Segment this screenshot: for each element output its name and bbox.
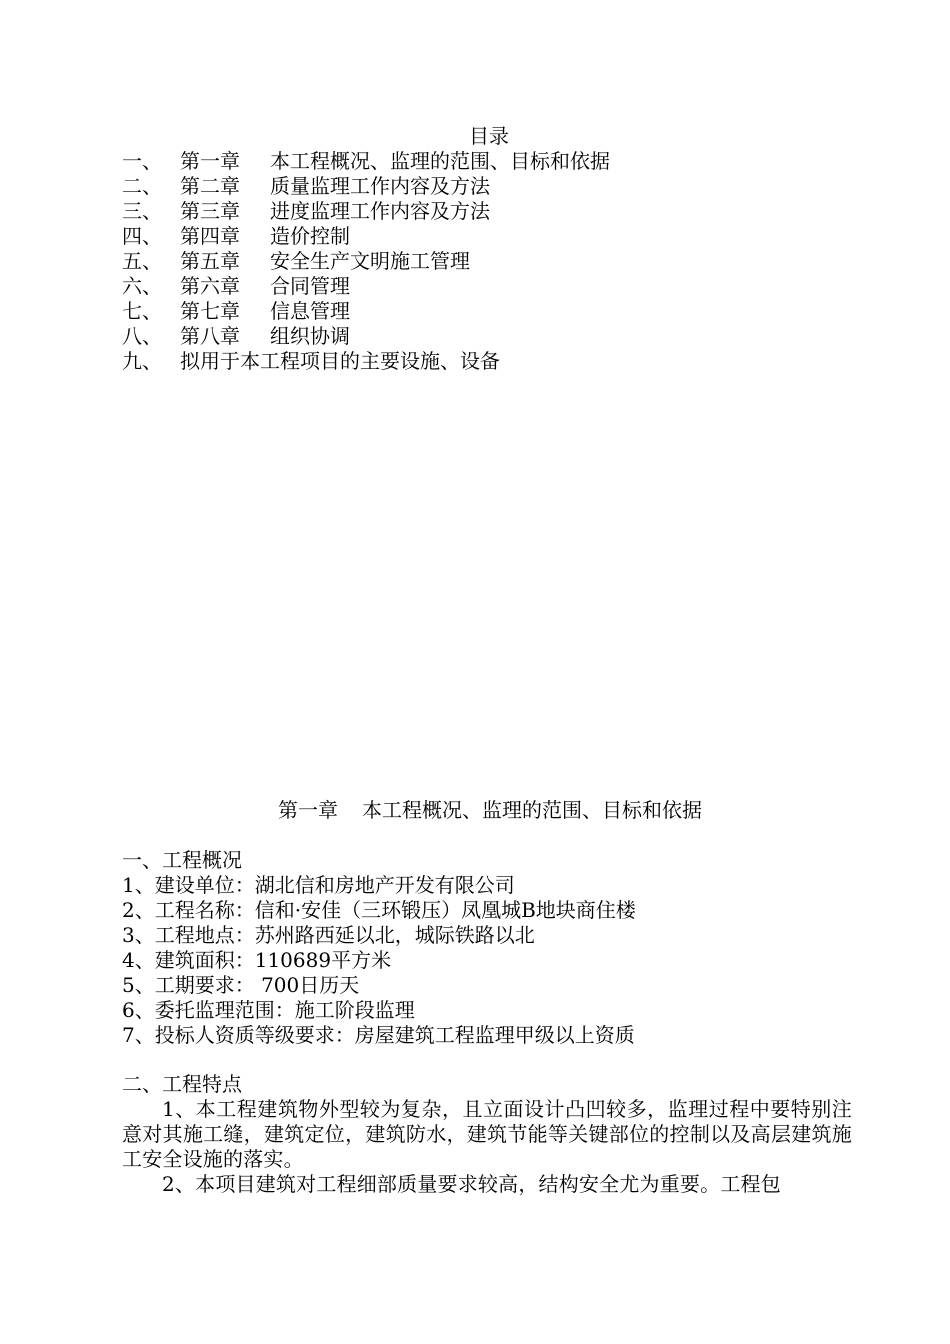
toc-item-chapter: 第二章	[180, 174, 240, 198]
toc-item-chapter: 第一章	[180, 149, 240, 173]
toc-item-number: 五、	[122, 249, 162, 273]
toc-item	[122, 274, 610, 299]
overview-line: 5、工期要求： 700日历天	[122, 973, 360, 997]
toc-item-text: 组织协调	[270, 324, 350, 348]
toc-item-number: 一、	[122, 149, 162, 173]
toc-item-number: 四、	[122, 224, 162, 248]
toc-item-chapter: 第四章	[180, 224, 240, 248]
toc-item	[122, 224, 610, 249]
toc-item-text: 信息管理	[270, 299, 350, 323]
chapter-title: 本工程概况、监理的范围、目标和依据	[362, 798, 702, 822]
toc-item	[122, 174, 610, 199]
toc-item-text: 合同管理	[270, 274, 350, 298]
toc-item-chapter: 第六章	[180, 274, 240, 298]
overview-line: 6、委托监理范围：施工阶段监理	[122, 998, 415, 1022]
toc-title: 目录	[469, 124, 509, 148]
toc-item-text: 拟用于本工程项目的主要设施、设备	[180, 349, 500, 373]
toc-item	[122, 149, 610, 174]
toc-item	[122, 249, 610, 274]
toc-item-chapter: 第五章	[180, 249, 240, 273]
toc-item-chapter: 第三章	[180, 199, 240, 223]
toc-item-chapter: 第七章	[180, 299, 240, 323]
toc-item	[122, 199, 610, 224]
overview-line: 1、建设单位：湖北信和房地产开发有限公司	[122, 873, 515, 897]
feature-paragraph: 1、本工程建筑物外型较为复杂，且立面设计凸凹较多，监理过程中要特别注意对其施工缝，建筑定位，建筑防水，建筑节能等关键部位的控制以及高层建筑施工安全设施的落实。	[122, 1097, 852, 1171]
toc-item-number: 九、	[122, 349, 162, 373]
chapter-heading	[0, 798, 950, 823]
toc-item	[122, 349, 610, 374]
overview-line: 2、工程名称：信和·安佳（三环锻压）凤凰城B地块商住楼	[122, 898, 636, 922]
toc-item-number: 三、	[122, 199, 162, 223]
section-heading: 一、工程概况	[122, 848, 242, 872]
section-heading: 二、工程特点	[122, 1072, 242, 1096]
toc-item-number: 六、	[122, 274, 162, 298]
toc-item-text: 质量监理工作内容及方法	[270, 174, 490, 198]
toc-item	[122, 299, 610, 324]
toc-item-number: 七、	[122, 299, 162, 323]
toc-item-text: 安全生产文明施工管理	[270, 249, 470, 273]
toc-list	[122, 149, 610, 374]
overview-line: 3、工程地点：苏州路西延以北，城际铁路以北	[122, 923, 535, 947]
toc-item	[122, 324, 610, 349]
toc-item-text: 进度监理工作内容及方法	[270, 199, 490, 223]
feature-paragraph: 2、本项目建筑对工程细部质量要求较高，结构安全尤为重要。工程包	[162, 1172, 781, 1196]
toc-item-text: 本工程概况、监理的范围、目标和依据	[270, 149, 610, 173]
toc-item-chapter: 第八章	[180, 324, 240, 348]
chapter-number: 第一章	[278, 798, 338, 822]
toc-item-text: 造价控制	[270, 224, 350, 248]
project-overview-section	[122, 848, 852, 1048]
overview-line: 4、建筑面积：110689平方米	[122, 948, 392, 972]
toc-item-number: 二、	[122, 174, 162, 198]
toc-item-number: 八、	[122, 324, 162, 348]
project-features-section	[122, 1072, 852, 1197]
overview-line: 7、投标人资质等级要求：房屋建筑工程监理甲级以上资质	[122, 1023, 635, 1047]
